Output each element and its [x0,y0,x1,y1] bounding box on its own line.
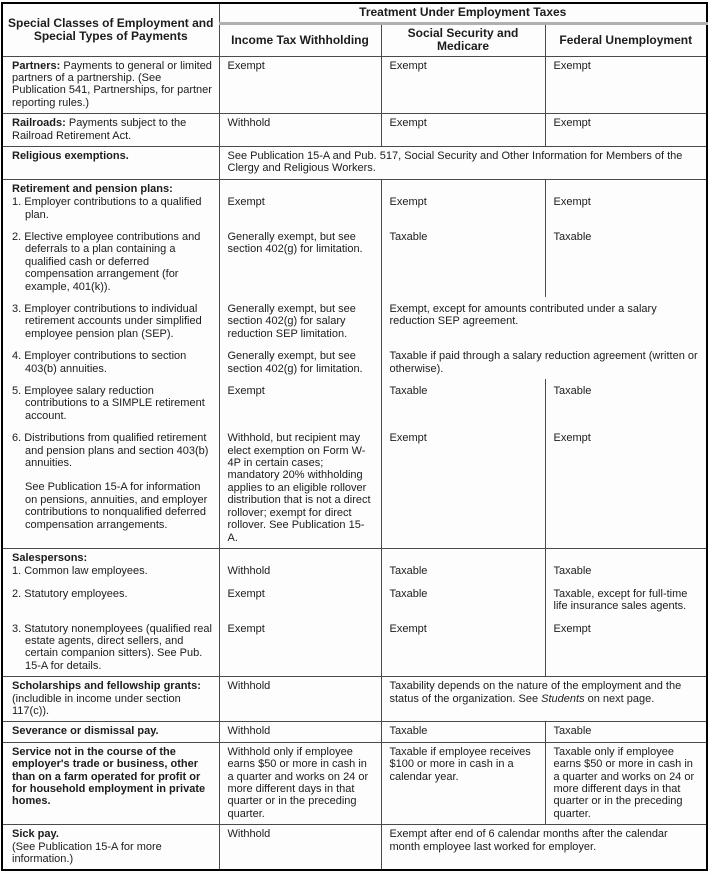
table-row [2,195,707,225]
label-paragraph: See Publication 15-A for information on pensions, annuities, and employer contributions to nonqualified deferred compensation arrangements. [25,481,208,531]
treatment-cell: Exempt, except for amounts contributed under a salary reduction SEP agreement. [381,297,707,344]
treatment-cell: Exempt [219,195,381,225]
section-title-row [2,548,707,564]
treatment-cell: Withhold, but recipient may elect exemption on Form W-4P in certain cases; mandatory 20% withholding applies to an eligible rollover distribution that is not a direct rollover; exempt for direct rollover. See Publication 15-A. [219,426,381,548]
row-label-text [12,565,213,577]
row-label-cell [2,379,219,426]
treatment-cell: Taxable [381,582,545,617]
row-label-cell [2,344,219,379]
row-label-text [12,196,213,221]
column-group-header-treatment: Treatment Under Employment Taxes [219,3,707,23]
treatment-cell: Exempt [545,426,707,548]
label-part: (includible in income under section 117(c)). [12,692,181,717]
empty-cell [381,179,545,195]
table-row [2,722,707,742]
empty-cell [219,179,381,195]
table-row [2,742,707,824]
treatment-cell: Taxable, except for full-time life insurance sales agents. [545,582,707,617]
table-row [2,344,707,379]
column-header-special-classes: Special Classes of Employment and Special Types of Payments [2,3,219,56]
row-label-cell [2,617,219,677]
treatment-cell: Exempt [381,195,545,225]
row-label-cell [2,825,219,871]
row-label-cell [2,225,219,297]
label-part: Railroads: [12,117,66,130]
table-row [2,297,707,344]
label-part: Severance or dismissal pay. [12,725,159,738]
section-title: Salespersons: [12,551,88,564]
row-label-cell [2,582,219,617]
table-row [2,564,707,581]
treatment-cell: Taxable [545,379,707,426]
header-row-group [2,3,707,23]
treatment-cell: Withhold only if employee earns $50 or more in cash in a quarter and works on 24 or more different days in that quarter or in the preceding quarter. [219,742,381,824]
row-label-text [12,231,213,293]
label-part: Sick pay. [12,828,59,841]
empty-cell [545,179,707,195]
column-header-income-tax-withholding: Income Tax Withholding [219,23,381,56]
treatment-cell: Taxable [381,225,545,297]
row-label-text [12,588,213,600]
treatment-cell: Exempt [219,56,381,114]
row-label-cell [2,548,219,564]
label-part: Service not in the course of the employer's trade or business, other than on a farm operated for profit or for household employment in private homes. [12,745,206,808]
treatment-cell: Taxable [381,564,545,581]
label-part: Payments to general or limited partners of a partnership. (See Publication 541, Partnerships, for partner reporting rules.) [12,59,212,109]
treatment-cell: Withhold [219,114,381,147]
employment-tax-table [1,2,708,871]
row-label-text [12,746,213,808]
table-row [2,56,707,114]
treatment-cell: Taxable [381,722,545,742]
label-part: 2. Statutory employees. [12,587,128,600]
treatment-cell: Exempt [545,56,707,114]
label-part: Scholarships and fellowship grants: [12,680,201,693]
treatment-cell: Exempt [219,379,381,426]
label-part: (See Publication 15-A for more information.) [12,840,162,866]
treatment-cell: See Publication 15-A and Pub. 517, Social Security and Other Information for Members of the Clergy and Religious Workers. [219,146,707,179]
treatment-cell: Exempt [381,56,545,114]
label-part: 3. Employer contributions to individual retirement accounts under simplified employee pension plan (SEP). [12,303,202,340]
label-part: 2. Elective employee contributions and deferrals to a plan containing a qualified cash or deferred compensation arrangement (for example, 401(k)). [12,230,201,293]
label-part: Partners: [12,59,61,72]
treatment-cell: Exempt [545,195,707,225]
empty-cell [219,548,381,564]
table-row [2,582,707,617]
section-title: Retirement and pension plans: [12,182,173,195]
row-label-text [12,350,213,375]
row-label-cell [2,677,219,722]
row-label-cell [2,722,219,742]
treatment-cell: Exempt [219,582,381,617]
treatment-cell: Withhold [219,722,381,742]
cell-text: on next page. [584,692,655,705]
column-header-social-security-medicare: Social Security and Medicare [381,23,545,56]
row-label-cell [2,742,219,824]
label-part: 6. Distributions from qualified retirement and pension plans and section 403(b) annuities. [12,432,209,470]
row-label-cell [2,297,219,344]
table-row [2,379,707,426]
treatment-cell: Generally exempt, but see section 402(g) for limitation. [219,344,381,379]
row-label-text [12,828,213,865]
cell-text-italic: Students [541,692,585,705]
row-label-cell [2,564,219,581]
table-body [2,56,707,870]
empty-cell [381,548,545,564]
label-part: 5. Employee salary reduction contributions to a SIMPLE retirement account. [12,385,205,422]
row-label-cell [2,179,219,195]
table-row [2,114,707,147]
row-label-cell [2,114,219,147]
row-label-text [12,725,213,737]
treatment-cell: Generally exempt, but see section 402(g) for limitation. [219,225,381,297]
table-row [2,426,707,548]
label-part: 3. Statutory nonemployees (qualified real estate agents, direct sellers, and certain companion sitters). See Pub. 15-A for details. [12,622,212,672]
table-row [2,146,707,179]
table-row [2,225,707,297]
label-part: 1. Common law employees. [12,565,148,578]
label-part: Religious exemptions. [12,149,129,162]
table-header [2,3,707,56]
table-row [2,617,707,677]
treatment-cell: Taxable if paid through a salary reduction agreement (written or otherwise). [381,344,707,379]
treatment-cell: Withhold [219,677,381,722]
row-label-cell [2,426,219,548]
row-label-text [12,623,213,673]
row-label-cell [2,195,219,225]
row-label-cell [2,56,219,114]
treatment-cell: Taxable [545,564,707,581]
treatment-cell: Exempt [381,617,545,677]
column-header-federal-unemployment: Federal Unemployment [545,23,707,56]
row-label-text [12,432,213,531]
treatment-cell: Taxable if employee receives $100 or more in cash in a calendar year. [381,742,545,824]
row-label-cell [2,146,219,179]
treatment-cell: Exempt [545,114,707,147]
treatment-cell: Exempt [219,617,381,677]
treatment-cell: Exempt [545,617,707,677]
treatment-cell: Exempt [381,114,545,147]
table-row [2,825,707,871]
treatment-cell: Withhold [219,825,381,871]
label-part: 1. Employer contributions to a qualified plan. [12,196,202,221]
row-label-text [12,60,213,110]
empty-cell [545,548,707,564]
treatment-cell: Exempt after end of 6 calendar months after the calendar month employee last worked for employer. [381,825,707,871]
row-label-text [12,303,213,340]
label-part: Payments subject to the Railroad Retirement Act. [12,117,187,142]
row-label-text [12,385,213,422]
section-title-row [2,179,707,195]
row-label-text [12,117,213,142]
label-part: 4. Employer contributions to section 403(b) annuities. [12,350,187,375]
treatment-cell: Taxable [545,225,707,297]
treatment-cell: Taxable [381,379,545,426]
table-row [2,677,707,722]
treatment-cell: Generally exempt, but see section 402(g) for salary reduction SEP limitation. [219,297,381,344]
treatment-cell: Withhold [219,564,381,581]
treatment-cell: Taxable [545,722,707,742]
row-label-text [12,680,213,717]
treatment-cell: Exempt [381,426,545,548]
treatment-cell: Taxable only if employee earns $50 or more in cash in a quarter and works on 24 or more different days in that quarter or in the preceding quarter. [545,742,707,824]
row-label-text [12,150,213,162]
treatment-cell [381,677,707,722]
cell-text: Taxability depends on the nature of the employment and the status of the organization. See [389,680,682,705]
